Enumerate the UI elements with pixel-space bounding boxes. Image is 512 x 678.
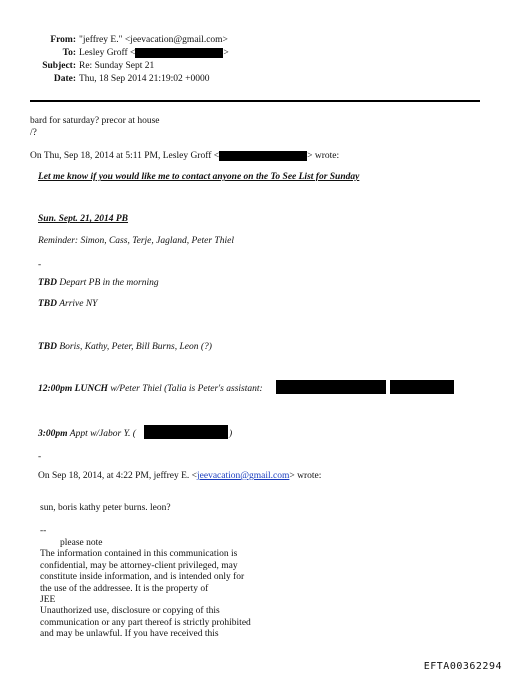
from-label: From:	[50, 35, 76, 45]
lunch-text: w/Peter Thiel (Talia is Peter's assistant:	[107, 384, 263, 394]
header-date	[0, 73, 209, 85]
quote-header-2	[38, 470, 321, 482]
date-label: Date:	[53, 74, 76, 84]
quote-header-1	[30, 150, 339, 162]
header-from	[0, 34, 228, 46]
tbd-text: Depart PB in the morning	[57, 278, 159, 288]
lunch-label: 12:00pm LUNCH	[38, 384, 108, 394]
date-value: Thu, 18 Sep 2014 21:19:02 +0000	[79, 74, 210, 84]
quote-2-suffix: > wrote:	[289, 471, 322, 481]
inner-message: sun, boris kathy peter burns. leon?	[40, 503, 171, 513]
disclaimer-block	[40, 538, 340, 641]
header-to	[0, 47, 229, 59]
document-id: EFTA00362294	[423, 661, 502, 672]
to-label: To:	[62, 48, 76, 58]
redaction-box	[144, 425, 228, 439]
redaction-box	[135, 48, 223, 58]
header-divider	[30, 100, 480, 102]
appt-line	[38, 428, 136, 440]
disclaimer-line: Unauthorized use, disclosure or copying of this	[40, 606, 220, 617]
reminder-line: Reminder: Simon, Cass, Terje, Jagland, Peter Thiel	[38, 236, 234, 246]
disclaimer-line: constitute inside information, and is intended only for	[40, 572, 245, 583]
quote-1-prefix: On Thu, Sep 18, 2014 at 5:11 PM, Lesley Groff <	[30, 151, 220, 161]
redaction-box	[390, 380, 454, 394]
disclaimer-line: communication or any part thereof is strictly prohibited	[40, 617, 251, 628]
tbd-text: Arrive NY	[57, 299, 98, 309]
email-link[interactable]: jeevacation@gmail.com	[197, 471, 290, 481]
disclaimer-line: The information contained in this communication is	[40, 549, 238, 560]
appt-label: 3:00pm	[38, 429, 68, 439]
disclaimer-line: please note	[60, 538, 103, 548]
from-value: "jeffrey E." <jeevacation@gmail.com>	[79, 35, 228, 45]
tbd-label: TBD	[38, 278, 57, 288]
appt-text: Appt w/Jabor Y. (	[67, 429, 136, 439]
tbd-arrive	[38, 298, 97, 310]
subject-label: Subject:	[42, 61, 76, 71]
reply-line-1: bard for saturday? precor at house	[30, 116, 160, 126]
to-suffix: >	[223, 48, 229, 58]
separator-dash: -	[38, 260, 42, 270]
quote-1-suffix: > wrote:	[307, 151, 340, 161]
disclaimer-line: and may be unlawful. If you have received this	[40, 629, 219, 640]
disclaimer-line: the use of the addressee. It is the property of	[40, 583, 209, 594]
signature-dash: --	[40, 526, 47, 536]
lunch-line	[38, 383, 263, 395]
redaction-box	[276, 380, 386, 394]
to-prefix: Lesley Groff <	[79, 48, 136, 58]
request-line: Let me know if you would like me to contact anyone on the To See List for Sunday	[38, 172, 360, 182]
tbd-depart	[38, 277, 159, 289]
appt-close: )	[229, 429, 233, 439]
disclaimer-line: JEE	[40, 595, 56, 606]
reply-line-2: /?	[30, 128, 37, 138]
separator-dash: -	[38, 452, 42, 462]
tbd-meetings	[38, 341, 212, 353]
subject-value: Re: Sunday Sept 21	[79, 61, 155, 71]
quote-2-prefix: On Sep 18, 2014, at 4:22 PM, jeffrey E. <	[38, 471, 198, 481]
tbd-text: Boris, Kathy, Peter, Bill Burns, Leon (?)	[57, 342, 212, 352]
disclaimer-line: confidential, may be attorney-client privileged, may	[40, 560, 238, 571]
tbd-label: TBD	[38, 299, 57, 309]
redaction-box	[219, 151, 307, 161]
date-heading: Sun. Sept. 21, 2014 PB	[38, 214, 129, 224]
header-subject	[0, 60, 154, 72]
tbd-label: TBD	[38, 342, 57, 352]
